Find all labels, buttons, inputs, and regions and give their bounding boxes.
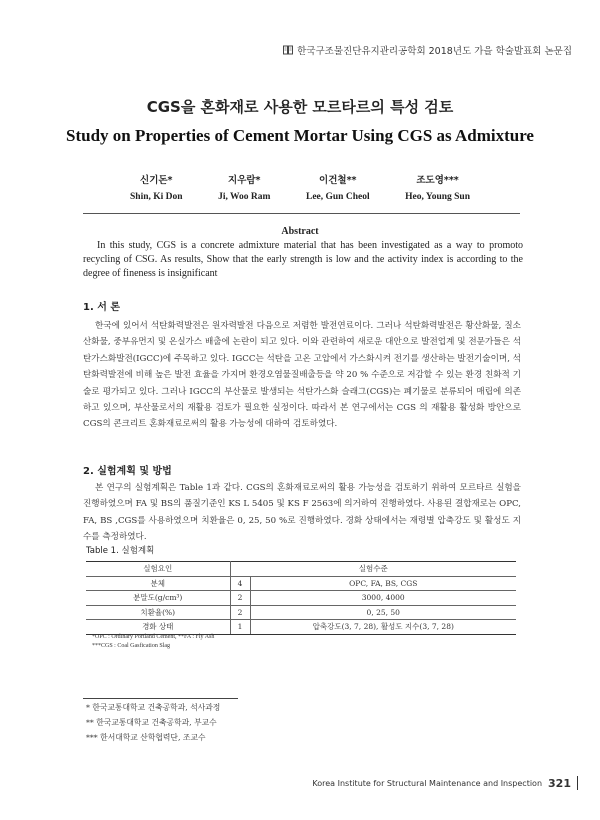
table-cell: 분말도(g/cm³) [86,591,230,606]
footer-institute: Korea Institute for Structural Maintenance and Inspection [312,778,543,788]
abstract-top-divider [83,213,520,214]
table-note: ***CGS : Coal Gasfication Slag [92,643,170,649]
author-name-korean: 지우람* [228,175,261,186]
paper-title-english: Study on Properties of Cement Mortar Using CGS as Admixture [66,126,534,145]
author-name-english: Heo, Young Sun [405,192,470,202]
author [130,172,183,206]
section-title-introduction: 1. 서 론 [83,302,121,313]
author [218,172,270,206]
table-cell: 2 [230,605,250,620]
abstract-body: In this study, CGS is a concrete admixture material that has been investigated as a way to promoto recycling of CSG. As results, Show that the early strength is low and the activity index is according to the degree of fineness is insignificant [83,240,523,279]
author-list [130,172,470,206]
table-cell: 경화 상태 [86,620,230,635]
table-row [86,576,516,591]
author-name-korean: 이건철** [319,175,357,186]
table-cell: 압축강도(3, 7, 28), 활성도 지수(3, 7, 28) [250,620,516,635]
table-note: *OPC : Ordinary Portland Cement, **FA : Fly Ash [92,634,215,640]
table-cell: 1 [230,620,250,635]
table-cell: 0, 25, 50 [250,605,516,620]
page-number: 321 [548,776,571,790]
paper-title-korean: CGS을 혼화재로 사용한 모르타르의 특성 검토 [146,98,454,116]
table-row [86,620,516,635]
author-name-korean: 조도영*** [416,175,459,186]
table-cell: OPC, FA, BS, CGS [250,576,516,591]
author-name-english: Shin, Ki Don [130,192,183,202]
experiment-plan-table [86,561,516,635]
table-row [86,591,516,606]
author-name-english: Ji, Woo Ram [218,192,271,202]
author-name-english: Lee, Gun Cheol [305,192,370,202]
table-header-level: 실험수준 [230,562,516,577]
table-cell: 2 [230,591,250,606]
table-cell: 4 [230,576,250,591]
table-header-factor: 실험요인 [86,562,230,577]
footnote-affiliation: *** 한서대학교 산학협력단, 조교수 [86,733,206,742]
footnote-affiliation: ** 한국교통대학교 건축공학과, 부교수 [86,718,217,727]
table-cell: 분체 [86,576,230,591]
author [306,172,370,206]
author-name-korean: 신기돈* [140,175,173,186]
table-cell: 3000, 4000 [250,591,516,606]
page-footer [312,776,578,790]
footnote-divider [83,698,238,699]
journal-name: 한국구조물진단유지관리공학회 2018년도 가을 학술발표회 논문집 [297,46,572,57]
introduction-paragraph: 한국에 있어서 석탄화력발전은 원자력발전 다음으로 저렴한 발전연료이다. 그러나 석탄화력발전은 황산화물, 질소산화물, 중부유먼지 및 온실가스 배출에 논란이 되고 있다. 이와 관련하여 새로운 대안으로 발전업계 및 전문가들은 석탄가스화발전(IGCC)에 주목하고 있다. IGCC는 석탄을 고온 고압에서 가스화시켜 전기를 생산하는 발전기술이며, 석탄화력발전에 비해 높은 발전 효율을 가지며 환경오염물질배출등을 약 20 % 수준으로 저감할 수 있는 환경 친화적 기술로 평가되고 있다. 그러나 IGCC의 부산물로 발생되는 석탄가스화 슬래그(CGS)는 폐기물로 분류되어 매립에 의존하고 있으며, 부산물로서의 재활용 검토가 필요한 실정이다. 따라서 본 연구에서는 CGS 의 재활용 활성화 방안으로 CGS의 콘크리트 혼화재료로써의 활용 가능성에 대하여 검토하였다. [83,321,521,430]
section-title-method: 2. 실험계획 및 방법 [83,466,172,477]
footer-divider [577,776,578,790]
table-header-row [86,562,516,577]
table-cell: 치환율(%) [86,605,230,620]
method-paragraph: 본 연구의 실험계획은 Table 1과 같다. CGS의 혼화재료로써의 활용 가능성을 검토하기 위하여 모르타르 실험을 진행하였으며 FA 및 BS의 품질기준인 KS L 5405 및 KS F 2563에 의거하여 진행하였다. 사용된 결합재로는 OPC, FA, BS ,CGS를 사용하였으며 치환율은 0, 25, 50 %로 진행하였다. 경화 상태에서는 재령별 압축강도 및 활성도 지수를 측정하였다. [83,483,521,543]
table-row [86,605,516,620]
book-icon [283,45,293,55]
table-caption: Table 1. 실험계획 [86,546,155,556]
abstract-title: Abstract [281,226,319,237]
footnote-affiliation: * 한국교통대학교 건축공학과, 석사과정 [86,703,221,712]
journal-header [283,43,572,57]
author [405,172,470,206]
